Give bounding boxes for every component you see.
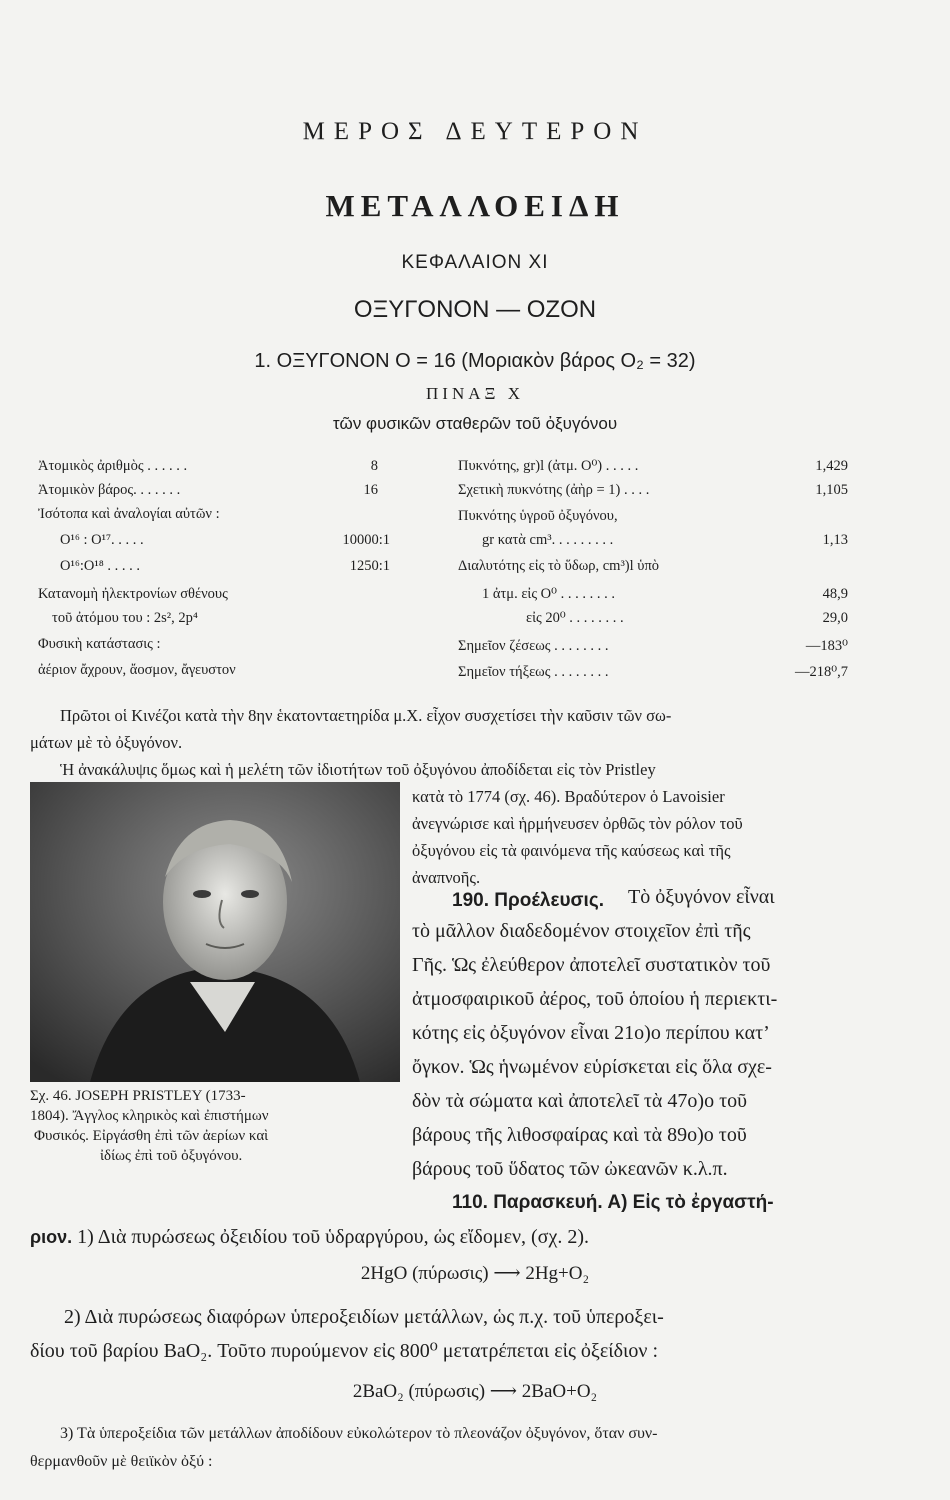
table-row: [38, 586, 228, 603]
caption-line: Σχ. 46. JOSEPH PRISTLEY (1733-: [30, 1088, 246, 1104]
row-value: 16: [363, 482, 378, 498]
row-value: 1,429: [815, 458, 848, 474]
row-value: 29,0: [822, 610, 848, 626]
portrait-illustration: [30, 782, 400, 1082]
table-row: [38, 662, 236, 679]
caption-line: Φυσικός. Εἰργάσθη ἐπὶ τῶν ἀερίων καὶ: [34, 1128, 269, 1144]
pristley-portrait: [30, 782, 400, 1082]
oxygen-heading: 1. ΟΞΥΓΟΝΟΝ Ο = 16 (Μοριακὸν βάρος Ο₂ = 32): [254, 350, 696, 372]
table-row: [60, 558, 390, 575]
section-110-heading: [452, 1186, 774, 1220]
section-word: ριον.: [30, 1227, 73, 1247]
row-value: 1,105: [815, 482, 848, 498]
row-label: Διαλυτότης εἰς τὸ ὕδωρ, cm³)l ὑπὸ: [458, 558, 660, 574]
section-heading-label: 190. Προέλευσις.: [452, 890, 604, 911]
chapter-number: ΚΕΦΑΛΑΙΟΝ XI: [401, 252, 549, 273]
row-label: Φυσικὴ κατάστασις :: [38, 636, 161, 652]
table-row: [38, 458, 378, 475]
row-label: O¹⁶ : O¹⁷. . . . .: [60, 532, 144, 548]
table-row: [482, 532, 613, 549]
figure-caption: [30, 1086, 410, 1166]
table-row: [38, 506, 220, 523]
chapter-title: ΟΞΥΓΟΝΟΝ — ΟΖΟΝ: [353, 296, 597, 323]
table-row: [458, 508, 618, 525]
section-110-line: [30, 1220, 589, 1254]
table-row: [458, 638, 609, 655]
row-label: 1 ἀτμ. εἰς O⁰ . . . . . . . .: [482, 586, 615, 602]
table-row: [38, 482, 378, 499]
table-row: [458, 664, 608, 681]
section-110-line: δίου τοῦ βαρίου BaO₂. Τοῦτο πυρούμενον εἰς 800⁰ μετατρέπεται εἰς ὀξείδιον :: [30, 1340, 659, 1362]
formula-bao2: 2BaO₂ (πύρωσις) ⟶ 2BaO+O₂: [352, 1381, 598, 1402]
section-190-heading: [452, 884, 604, 918]
section-190-line: Γῆς. Ὡς ἐλεύθερον ἀποτελεῖ συστατικὸν τοῦ: [412, 954, 771, 976]
row-value: 48,9: [822, 586, 848, 602]
section-heading-label: 110. Παρασκευή.: [452, 1192, 603, 1213]
row-label: Κατανομὴ ἠλεκτρονίων σθένους: [38, 586, 228, 602]
row-label: Σχετικὴ πυκνότης (ἀὴρ = 1) . . . .: [458, 482, 650, 498]
section-190-line: δὸν τὰ σώματα καὶ ἀποτελεῖ τὰ 47ο)ο τοῦ: [412, 1090, 748, 1112]
row-label: Ἀτομικὸς ἀριθμὸς . . . . . .: [38, 458, 188, 474]
caption-line: 1804). Ἄγγλος κληρικὸς καὶ ἐπιστήμων: [30, 1108, 269, 1124]
intro-line: ἀναπνοῆς.: [412, 868, 481, 887]
intro-line: ἀνεγνώρισε καὶ ἡρμήνευσεν ὀρθῶς τὸν ρόλον τοῦ: [412, 814, 743, 833]
section-190-line: τὸ μᾶλλον διαδεδομένον στοιχεῖον ἐπὶ τῆς: [412, 920, 751, 942]
row-value: 1250:1: [349, 558, 390, 574]
section-subheading-label: Α) Εἰς τὸ ἐργαστή-: [607, 1192, 774, 1213]
table-row: [458, 482, 649, 499]
table-title: ΠΙΝΑΞ Χ: [426, 384, 524, 403]
caption-line: ἰδίως ἐπὶ τοῦ ὀξυγόνου.: [100, 1148, 243, 1164]
part-title: ΜΕΡΟΣ ΔΕΥΤΕΡΟΝ: [302, 118, 648, 145]
row-value: —218⁰,7: [795, 664, 848, 680]
row-label: ἀέριον ἄχρουν, ἄοσμον, ἄγευστον: [38, 662, 236, 678]
table-row: [38, 636, 161, 653]
row-value: —183⁰: [805, 638, 848, 654]
table-row: [526, 610, 624, 627]
table-row: [60, 532, 390, 549]
intro-line: Ἡ ἀνακάλυψις ὅμως καὶ ἡ μελέτη τῶν ἰδιοτήτων τοῦ ὀξυγόνου ἀποδίδεται εἰς τὸν Pristley: [60, 760, 656, 779]
table-subtitle: τῶν φυσικῶν σταθερῶν τοῦ ὀξυγόνου: [332, 414, 618, 433]
row-label: Σημεῖον τήξεως . . . . . . . .: [458, 664, 609, 680]
section-190-line: ὄγκον. Ὡς ἡνωμένον εὑρίσκεται εἰς ὅλα σχε-: [412, 1056, 772, 1078]
row-label: Πυκνότης ὑγροῦ ὀξυγόνου,: [458, 508, 618, 524]
table-row: [52, 610, 198, 627]
section-190-line: κότης εἰς ὀξυγόνον εἶναι 21ο)ο περίπου κατ’: [412, 1022, 770, 1044]
row-label: gr κατὰ cm³. . . . . . . . .: [482, 532, 614, 548]
intro-line: κατὰ τὸ 1774 (σχ. 46). Βραδύτερον ὁ Lavoisier: [412, 787, 725, 806]
formula-hgo: 2HgO (πύρωσις) ⟶ 2Hg+O₂: [360, 1263, 590, 1284]
intro-line: μάτων μὲ τὸ ὀξυγόνον.: [30, 733, 183, 752]
row-label: O¹⁶:O¹⁸ . . . . .: [60, 558, 141, 574]
section-text: 1) Διὰ πυρώσεως ὀξειδίου τοῦ ὑδραργύρου, ὡς εἴδομεν, (σχ. 2).: [77, 1226, 590, 1248]
row-label: Σημεῖον ζέσεως . . . . . . . .: [458, 638, 609, 654]
section-190-line: βάρους τοῦ ὕδατος τῶν ὠκεανῶν κ.λ.π.: [412, 1158, 728, 1180]
section-110-line: 3) Τὰ ὑπεροξείδια τῶν μετάλλων ἀποδίδουν εὐκολώτερον τὸ πλεονάζον ὀξυγόνον, ὅταν συν-: [60, 1425, 658, 1442]
table-row: [458, 558, 659, 575]
row-label: Ἀτομικὸν βάρος. . . . . . .: [38, 482, 181, 498]
row-label: εἰς 20⁰ . . . . . . . .: [526, 610, 624, 626]
intro-line: ὀξυγόνου εἰς τὰ φαινόμενα τῆς καύσεως καὶ τῆς: [412, 841, 731, 860]
row-value: 10000:1: [342, 532, 390, 548]
section-190-line: βάρους τῆς λιθοσφαίρας καὶ τὰ 89ο)ο τοῦ: [412, 1124, 747, 1146]
row-label: τοῦ ἀτόμου του : 2s², 2p⁴: [52, 610, 198, 626]
table-row: [482, 586, 615, 603]
row-value: 8: [370, 458, 378, 474]
constants-table-left: [38, 458, 418, 698]
section-190-line: ἀτμοσφαιρικοῦ ἀέρος, τοῦ ὁποίου ἡ περιεκτι-: [412, 988, 778, 1010]
table-row: [458, 458, 638, 475]
section-title: ΜΕΤΑΛΛΟΕΙΔΗ: [325, 188, 625, 223]
row-label: Πυκνότης, gr)l (ἀτμ. O⁰) . . . . .: [458, 458, 639, 474]
row-value: 1,13: [822, 532, 848, 548]
section-110-line: 2) Διὰ πυρώσεως διαφόρων ὑπεροξειδίων μετάλλων, ὡς π.χ. τοῦ ὑπεροξει-: [64, 1306, 664, 1328]
row-label: Ἰσότοπα καὶ ἀναλογίαι αὐτῶν :: [38, 506, 220, 522]
intro-line: Πρῶτοι οἱ Κινέζοι κατὰ τὴν 8ην ἑκατονταετηρίδα μ.Χ. εἶχον συσχετίσει τὴν καῦσιν τῶν σω-: [60, 706, 672, 725]
constants-table-right: [438, 458, 858, 698]
section-190-line: Τὸ ὀξυγόνον εἶναι: [628, 886, 775, 908]
section-110-line: θερμανθοῦν μὲ θειϊκὸν ὀξύ :: [30, 1453, 213, 1470]
